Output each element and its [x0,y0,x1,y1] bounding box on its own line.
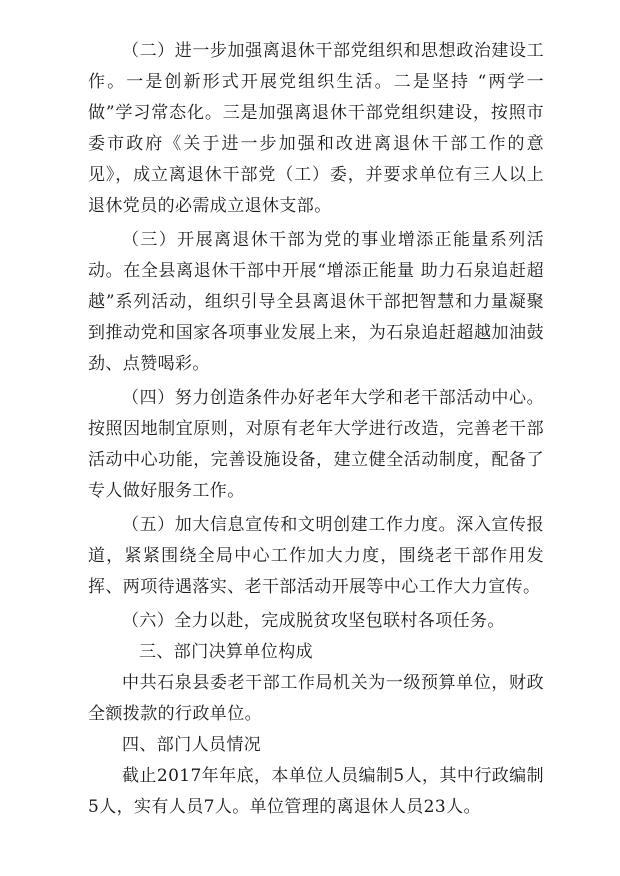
paragraph-publicity: （五）加大信息宣传和文明创建工作力度。深入宣传报道，紧紧围绕全局中心工作加大力度，围绕老干部作用发挥、两项待遇落实、老干部活动开展等中心工作大力宣传。 [88,515,544,597]
paragraph-party-organization: （二）进一步加强离退休干部党组织和思想政治建设工作。一是创新形式开展党组织生活。二是坚持 “两学一做”学习常态化。三是加强离退休干部党组织建设，按照市委市政府《关于进一步加强和改进离退休干部工作的意见》，成立离退休干部党（工）委，并要求单位有三人以上退休党员的必需成立退休支部。 [88,41,544,216]
paragraph-positive-energy-activities: （三）开展离退休干部为党的事业增添正能量系列活动。在全县离退休干部中开展“增添正能量 助力石泉追赶超越”系列活动，组织引导全县离退休干部把智慧和力量凝聚到推动党和国家各项事业发展上来，为石泉追赶超越加油鼓劲、点赞喝彩。 [88,230,544,374]
paragraph-poverty-alleviation: （六）全力以赴，完成脱贫攻坚包联村各项任务。 [122,611,505,631]
document-body [88,36,544,823]
paragraph-staffing: 截止2017年年底，本单位人员编制5人，其中行政编制5人，实有人员7人。单位管理的离退休人员23人。 [88,766,544,817]
section-heading-unit-composition: 三、部门决算单位构成 [139,642,313,662]
paragraph-senior-university: （四）努力创造条件办好老年大学和老干部活动中心。按照因地制宜原则，对原有老年大学进行改造，完善老干部活动中心功能，完善设施设备，建立健全活动制度，配备了专人做好服务工作。 [88,388,544,501]
paragraph-unit-composition: 中共石泉县委老干部工作局机关为一级预算单位，财政全额拨款的行政单位。 [88,673,544,724]
section-heading-staffing: 四、部门人员情况 [122,735,262,755]
